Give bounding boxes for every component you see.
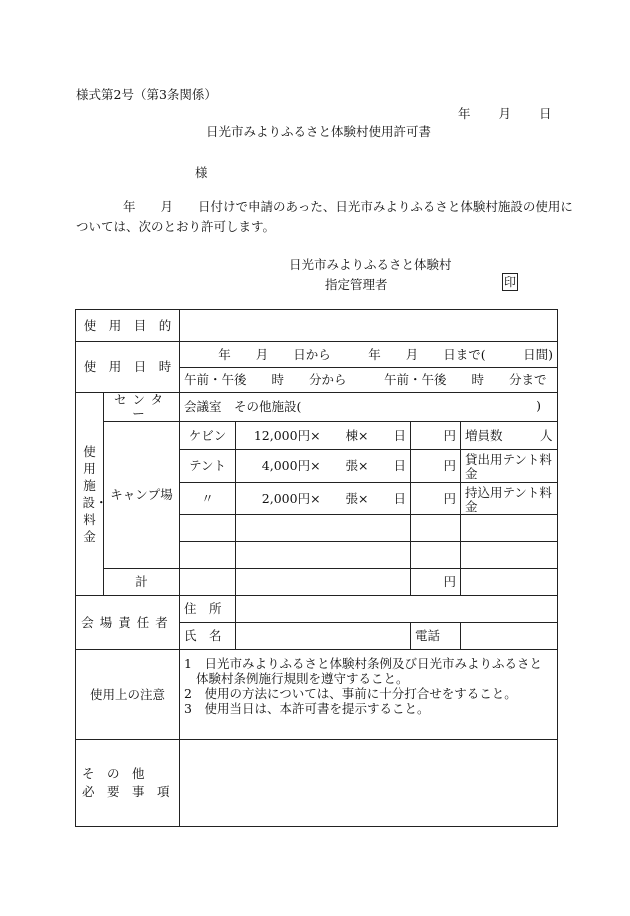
issue-date: 年 月 日: [458, 106, 553, 121]
purpose-field[interactable]: [180, 310, 558, 342]
camp-yen-blank[interactable]: [411, 542, 461, 569]
facility-label: 使用施設・料金: [76, 393, 104, 596]
permit-form-table: [75, 309, 558, 827]
total-label: 計: [104, 569, 180, 596]
camp-yen[interactable]: 円: [411, 483, 461, 515]
camp-rate-blank[interactable]: [236, 515, 411, 542]
notes-content: [180, 650, 558, 740]
datetime-label: 使 用 日 時: [76, 342, 180, 393]
camp-item: 〃: [180, 483, 236, 515]
seal-icon: 印: [503, 275, 516, 289]
date-range-field[interactable]: 年 月 日から 年 月 日まで( 日間): [180, 342, 558, 368]
notes-label: 使用上の注意: [76, 650, 180, 740]
camp-extra[interactable]: 貸出用テント料金: [461, 450, 558, 483]
camp-yen-blank[interactable]: [411, 515, 461, 542]
camp-yen[interactable]: 円: [411, 450, 461, 483]
other-label: そ の 他 必 要 事 項: [76, 740, 180, 827]
camp-yen[interactable]: 円: [411, 422, 461, 450]
time-range-field[interactable]: 午前・午後 時 分から 午前・午後 時 分まで: [180, 368, 558, 393]
camp-item-blank[interactable]: [180, 515, 236, 542]
note-item: 1 日光市みよりふるさと体験村条例及び日光市みよりふるさと体験村条例施行規則を遵守すること。: [184, 656, 542, 686]
camp-extra[interactable]: 増員数 人: [461, 422, 558, 450]
camp-extra-blank[interactable]: [461, 515, 558, 542]
issuer-title: 指定管理者: [325, 277, 388, 292]
total-rate[interactable]: [236, 569, 411, 596]
camp-rate[interactable]: 4,000円× 張× 日: [236, 450, 411, 483]
addressee-suffix: 様: [195, 165, 208, 180]
camp-item: テント: [180, 450, 236, 483]
camp-rate[interactable]: 2,000円× 張× 日: [236, 483, 411, 515]
seal-mark: [502, 273, 518, 291]
center-label: センター: [104, 393, 180, 422]
other-field[interactable]: [180, 740, 558, 827]
name-label: 氏 名: [180, 623, 236, 650]
issuer-organization: 日光市みよりふるさと体験村: [289, 257, 452, 272]
camp-rate[interactable]: 12,000円× 棟× 日: [236, 422, 411, 450]
phone-label: 電話: [411, 623, 461, 650]
camp-extra-blank[interactable]: [461, 542, 558, 569]
address-label: 住 所: [180, 596, 236, 623]
body-text-line2: ついては、次のとおり許可します。: [76, 219, 276, 234]
name-field[interactable]: [236, 623, 411, 650]
total-extra[interactable]: [461, 569, 558, 596]
manager-label: 会場責任者: [76, 596, 180, 650]
camp-item-blank[interactable]: [180, 542, 236, 569]
purpose-label: 使 用 目 的: [76, 310, 180, 342]
camp-extra[interactable]: 持込用テント料金: [461, 483, 558, 515]
total-blank: [180, 569, 236, 596]
form-number: 様式第2号（第3条関係）: [76, 87, 217, 102]
address-field[interactable]: [236, 596, 558, 623]
body-text-line1: 年 月 日付けで申請のあった、日光市みよりふるさと体験村施設の使用に: [123, 199, 573, 214]
total-yen[interactable]: 円: [411, 569, 461, 596]
note-item: 3 使用当日は、本許可書を提示すること。: [184, 701, 430, 716]
page-title: 日光市みよりふるさと体験村使用許可書: [206, 124, 432, 139]
table-row: [76, 422, 558, 450]
camp-rate-blank[interactable]: [236, 542, 411, 569]
center-field[interactable]: 会議室 その他施設( ): [180, 393, 558, 422]
camp-item: ケビン: [180, 422, 236, 450]
note-item: 2 使用の方法については、事前に十分打合せをすること。: [184, 686, 517, 701]
camp-label: キャンプ場: [104, 422, 180, 569]
phone-field[interactable]: [461, 623, 558, 650]
